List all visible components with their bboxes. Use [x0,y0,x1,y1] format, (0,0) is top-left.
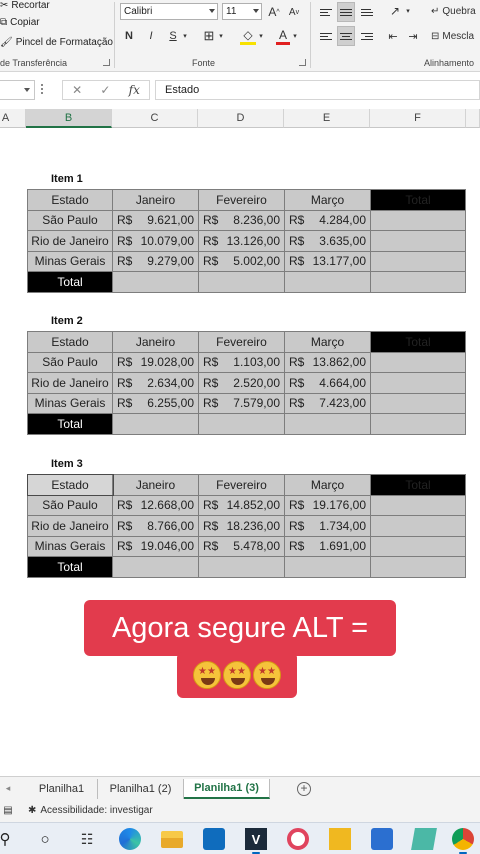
overlay-caption: Agora segure ALT = [84,600,396,656]
clipboard-group-label: de Transferência [0,58,68,68]
mail-icon[interactable] [203,828,225,850]
table-row [28,352,466,373]
total-header-cell[interactable]: Total [371,190,466,211]
merge-center-button[interactable] [431,28,480,44]
total-cell[interactable] [371,557,466,578]
star-struck-emoji-icon [253,661,281,689]
state-cell[interactable]: Rio de Janeiro [28,373,113,394]
column-header-d[interactable]: D [198,109,284,128]
value-cell[interactable] [285,251,371,272]
column-header-c[interactable]: C [112,109,198,128]
value-cell[interactable] [113,210,199,231]
cut-label: Recortar [11,0,50,11]
currency-label: R$ [203,375,219,390]
add-sheet-button[interactable]: + [297,782,311,796]
decrease-indent-icon[interactable]: ⇤ [388,30,398,43]
amount: 2.634,00 [147,375,194,390]
total-row [28,414,466,435]
table-header-row [28,475,466,496]
insert-function-button[interactable]: fx [128,83,140,97]
total-cell[interactable] [285,557,371,578]
star-struck-emoji-icon [193,661,221,689]
merge-label: Mescla [442,30,475,42]
italic-label: I [149,30,153,42]
header-cell[interactable]: Março [285,332,371,353]
total-header-cell[interactable]: Total [371,475,466,496]
total-cell[interactable] [371,536,466,557]
orientation-icon[interactable]: ↗ [389,4,401,18]
amount: 1.103,00 [233,355,280,370]
value-cell[interactable] [285,373,371,394]
app-teal-icon[interactable] [411,828,437,850]
header-cell[interactable]: Estado [28,332,113,353]
increase-indent-icon[interactable]: ⇥ [408,30,418,43]
currency-label: R$ [289,498,305,513]
value-cell[interactable] [113,536,199,557]
currency-label: R$ [117,539,133,554]
bold-label: N [125,30,133,42]
currency-label: R$ [117,375,133,390]
value-cell[interactable] [199,373,285,394]
value-cell[interactable] [285,536,371,557]
status-bar [0,800,480,822]
brush-icon: 🖌 [0,37,13,48]
amount: 19.046,00 [140,539,194,554]
font-size-select[interactable] [222,3,262,20]
total-cell[interactable] [371,393,466,414]
item-title: Item 1 [51,173,83,185]
amount: 5.478,00 [233,539,280,554]
item-title: Item 3 [51,458,83,470]
amount: 10.079,00 [140,233,194,248]
align-bottom-icon[interactable] [359,5,375,19]
currency-label: R$ [117,396,133,411]
amount: 18.236,00 [226,518,280,533]
font-group-label: Fonte [192,58,216,68]
total-row-label[interactable]: Total [28,414,113,435]
data-table [27,474,466,578]
state-cell[interactable]: Rio de Janeiro [28,516,113,537]
table-row [28,393,466,414]
fill-color-icon[interactable]: ◇ [240,27,256,45]
table-row [28,536,466,557]
total-cell[interactable] [113,557,199,578]
currency-label: R$ [203,213,219,228]
chevron-down-icon [253,9,259,13]
accessibility-icon: ✱ [28,805,37,816]
formula-input[interactable]: Estado [155,80,480,100]
italic-button[interactable] [144,28,158,44]
column-header-a[interactable]: A [0,109,26,128]
overlay-emoji-row [177,652,297,698]
total-cell[interactable] [113,414,199,435]
amount: 3.635,00 [319,233,366,248]
opera-icon[interactable] [287,828,309,850]
currency-label: R$ [203,396,219,411]
value-cell[interactable] [113,231,199,252]
currency-label: R$ [289,518,305,533]
total-header-cell[interactable]: Total [371,332,466,353]
total-cell[interactable] [199,272,285,293]
ribbon [0,0,480,72]
value-cell[interactable] [199,393,285,414]
borders-icon[interactable]: ⊞ [203,28,215,43]
total-cell[interactable] [113,272,199,293]
value-cell[interactable] [113,393,199,414]
value-cell[interactable] [285,393,371,414]
table-row [28,495,466,516]
formula-bar [0,78,480,104]
cancel-icon[interactable]: ✕ [72,83,83,97]
align-right-icon[interactable] [359,28,375,44]
table-row [28,210,466,231]
table-row [28,251,466,272]
currency-label: R$ [117,355,133,370]
widgets-icon[interactable]: ☷ [80,830,94,847]
currency-label: R$ [117,213,133,228]
currency-label: R$ [203,518,219,533]
amount: 9.279,00 [147,254,194,269]
value-cell[interactable] [285,231,371,252]
amount: 19.176,00 [312,498,366,513]
value-cell[interactable] [199,352,285,373]
total-cell[interactable] [199,414,285,435]
accessibility-status[interactable] [28,805,153,816]
cut-button[interactable] [0,0,50,11]
state-cell[interactable]: Minas Gerais [28,393,113,414]
chevron-down-icon[interactable]: ▾ [259,33,263,40]
header-cell[interactable]: Janeiro [113,475,199,496]
amount: 1.691,00 [319,539,366,554]
merge-icon: ⊟ [431,30,440,42]
item-title: Item 2 [51,315,83,327]
scissors-icon: ✂ [0,0,9,11]
column-header-g[interactable] [466,109,480,128]
align-center-icon[interactable] [337,26,355,46]
sheet-tab[interactable]: Planilha1 (2) [98,779,184,799]
total-cell[interactable] [285,414,371,435]
amount: 7.579,00 [233,396,280,411]
chevron-down-icon[interactable]: ▾ [219,33,223,40]
header-cell[interactable]: Janeiro [113,190,199,211]
currency-label: R$ [203,539,219,554]
name-box[interactable] [0,80,35,100]
clipboard-launcher-icon[interactable] [103,59,110,66]
value-cell[interactable] [199,536,285,557]
state-cell[interactable]: São Paulo [28,210,113,231]
state-cell[interactable]: Minas Gerais [28,251,113,272]
font-size-value: 11 [226,6,237,17]
total-cell[interactable] [371,516,466,537]
chevron-down-icon[interactable]: ▾ [406,8,410,15]
amount: 14.852,00 [226,498,280,513]
check-icon[interactable]: ✓ [100,83,111,97]
underline-label: S [169,30,177,42]
total-cell[interactable] [371,414,466,435]
chevron-down-icon[interactable]: ▾ [183,33,187,40]
amount: 8.766,00 [147,518,194,533]
value-cell[interactable] [113,352,199,373]
amount: 2.520,00 [233,375,280,390]
formula-buttons [62,80,150,100]
currency-label: R$ [289,396,305,411]
chrome-icon[interactable] [452,828,474,850]
copy-icon: ⧉ [0,17,8,28]
table-row [28,516,466,537]
search-icon[interactable]: ⚲ [0,831,11,848]
currency-label: R$ [117,233,133,248]
header-cell[interactable]: Março [285,190,371,211]
shrink-font-button[interactable]: A v [288,6,300,18]
amount: 19.028,00 [140,355,194,370]
total-cell[interactable] [371,231,466,252]
task-view-icon[interactable]: ○ [40,830,50,848]
state-cell[interactable]: São Paulo [28,495,113,516]
total-cell[interactable] [199,557,285,578]
format-painter-button[interactable] [0,37,113,48]
format-painter-label: Pincel de Formatação [15,37,113,48]
sheet-tab-active[interactable]: Planilha1 (3) [184,779,270,799]
amount: 6.255,00 [147,396,194,411]
column-header-f[interactable]: F [370,109,466,128]
bold-button[interactable] [122,28,136,44]
amount: 7.423,00 [319,396,366,411]
column-header-e[interactable]: E [284,109,370,128]
total-row-label[interactable]: Total [28,557,113,578]
amount: 13.126,00 [226,233,280,248]
header-cell[interactable]: Março [285,475,371,496]
currency-label: R$ [117,518,133,533]
amount: 1.734,00 [319,518,366,533]
font-launcher-icon[interactable] [299,59,306,66]
align-middle-icon[interactable] [337,2,355,22]
header-cell[interactable]: Fevereiro [199,475,285,496]
copy-label: Copiar [10,17,40,28]
amount: 9.621,00 [147,213,194,228]
copy-button[interactable] [0,17,40,28]
table-header-row [28,332,466,353]
value-cell[interactable] [285,495,371,516]
value-cell[interactable] [199,251,285,272]
wrap-text-icon: ↵ [431,5,440,17]
total-row-label[interactable]: Total [28,272,113,293]
header-cell[interactable]: Fevereiro [199,332,285,353]
amount: 8.236,00 [233,213,280,228]
sheet-tab-bar [0,776,480,800]
drag-handle-icon[interactable] [41,84,44,94]
total-cell[interactable] [371,251,466,272]
value-cell[interactable] [113,495,199,516]
state-cell[interactable]: Minas Gerais [28,536,113,557]
currency-label: R$ [203,355,219,370]
currency-label: R$ [289,254,305,269]
store-icon[interactable] [371,828,393,850]
total-cell[interactable] [371,210,466,231]
amount: 4.664,00 [319,375,366,390]
value-cell[interactable] [285,516,371,537]
divider [310,2,311,68]
currency-label: R$ [289,213,305,228]
value-cell[interactable] [113,516,199,537]
amount: 12.668,00 [140,498,194,513]
header-cell[interactable]: Fevereiro [199,190,285,211]
value-cell[interactable] [113,373,199,394]
currency-label: R$ [289,355,305,370]
font-name-select[interactable] [120,3,218,20]
wrap-text-button[interactable] [431,3,480,19]
edge-icon[interactable] [119,828,141,850]
underline-button[interactable] [166,28,180,44]
amount: 13.177,00 [312,254,366,269]
align-top-icon[interactable] [318,5,334,19]
scroll-tabs-left-icon[interactable]: ◂ [5,782,11,793]
chevron-down-icon [209,9,215,13]
total-cell[interactable] [371,272,466,293]
value-cell[interactable] [199,210,285,231]
total-cell[interactable] [371,495,466,516]
value-cell[interactable] [199,516,285,537]
table-row [28,231,466,252]
header-cell-selected[interactable]: Estado [28,475,113,496]
total-cell[interactable] [285,272,371,293]
taskbar [0,822,480,854]
font-color-icon[interactable]: A [276,27,290,45]
state-cell[interactable]: São Paulo [28,352,113,373]
accessibility-label: Acessibilidade: investigar [40,805,153,816]
data-table [27,331,466,435]
visual-studio-icon[interactable]: V [245,828,267,850]
cell-mode-icon: ▤ [3,804,13,816]
chevron-down-icon [24,88,30,92]
currency-label: R$ [289,539,305,554]
value-cell[interactable] [199,495,285,516]
total-cell[interactable] [371,352,466,373]
value-cell[interactable] [285,352,371,373]
currency-label: R$ [289,233,305,248]
total-row [28,557,466,578]
state-cell[interactable]: Rio de Janeiro [28,231,113,252]
total-row [28,272,466,293]
value-cell[interactable] [199,231,285,252]
currency-label: R$ [289,375,305,390]
currency-label: R$ [117,254,133,269]
table-row [28,373,466,394]
currency-label: R$ [203,254,219,269]
align-left-icon[interactable] [318,28,334,44]
alignment-group-label: Alinhamento [424,58,475,68]
currency-label: R$ [203,498,219,513]
grow-font-button[interactable]: A ^ [268,5,280,19]
data-table [27,189,466,293]
amount: 5.002,00 [233,254,280,269]
wrap-text-label: Quebra [442,5,476,17]
file-explorer-icon[interactable] [161,831,183,848]
total-cell[interactable] [371,373,466,394]
currency-label: R$ [203,233,219,248]
currency-label: R$ [117,498,133,513]
divider [114,2,115,68]
value-cell[interactable] [285,210,371,231]
amount: 4.284,00 [319,213,366,228]
font-name-value: Calibri [124,6,153,17]
header-cell[interactable]: Janeiro [113,332,199,353]
header-cell[interactable]: Estado [28,190,113,211]
sheet-tab[interactable]: Planilha1 [26,779,98,799]
app-yellow-icon[interactable] [329,828,351,850]
star-struck-emoji-icon [223,661,251,689]
chevron-down-icon[interactable]: ▾ [293,33,297,40]
table-header-row [28,190,466,211]
amount: 13.862,00 [312,355,366,370]
value-cell[interactable] [113,251,199,272]
column-header-b[interactable]: B [26,109,112,128]
